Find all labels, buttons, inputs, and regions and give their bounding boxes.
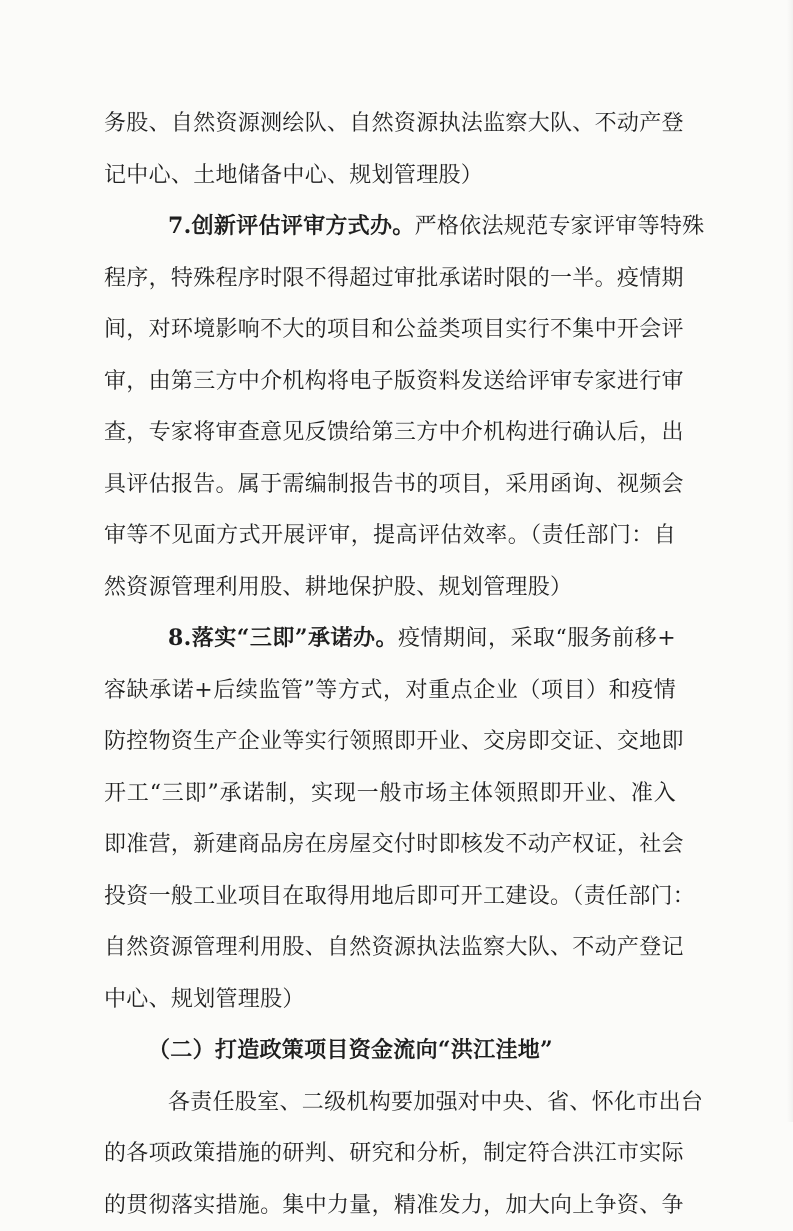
section-2-heading: （二）打造政策项目资金流向“洪江洼地” — [104, 1025, 676, 1077]
body-line: 中心、规划管理股） — [104, 974, 676, 1026]
item-7-text: 严格依法规范专家评审等特殊 — [415, 214, 705, 239]
body-line: 具评估报告。属于需编制报告书的项目，采用函询、视频会 — [104, 459, 676, 511]
scan-edge-shadow — [787, 0, 793, 1122]
document-body — [104, 98, 676, 1231]
body-line: 审等不见面方式开展评审，提高评估效率。（责任部门：自 — [104, 510, 676, 562]
body-line: 防控物资生产企业等实行领照即开业、交房即交证、交地即 — [104, 716, 676, 768]
body-line: 开工“三即”承诺制，实现一般市场主体领照即开业、准入 — [104, 768, 676, 820]
item-7-first-line — [104, 201, 676, 253]
body-line: 投资一般工业项目在取得用地后即可开工建设。（责任部门： — [104, 871, 676, 923]
body-line: 审，由第三方中介机构将电子版资料发送给评审专家进行审 — [104, 356, 676, 408]
body-line: 容缺承诺+后续监管”等方式，对重点企业（项目）和疫情 — [104, 665, 676, 717]
item-7-heading: 7.创新评估评审方式办。 — [168, 213, 415, 239]
body-line: 间，对环境影响不大的项目和公益类项目实行不集中开会评 — [104, 304, 676, 356]
body-line: 查，专家将审查意见反馈给第三方中介机构进行确认后，出 — [104, 407, 676, 459]
body-line: 务股、自然资源测绘队、自然资源执法监察大队、不动产登 — [104, 98, 676, 150]
body-line: 记中心、土地储备中心、规划管理股） — [104, 150, 676, 202]
body-line: 自然资源管理利用股、自然资源执法监察大队、不动产登记 — [104, 922, 676, 974]
body-line: 的贯彻落实措施。集中力量，精准发力，加大向上争资、争 — [104, 1180, 676, 1231]
body-line: 程序，特殊程序时限不得超过审批承诺时限的一半。疫情期 — [104, 253, 676, 305]
closing-first-line: 各责任股室、二级机构要加强对中央、省、怀化市出台 — [104, 1077, 676, 1129]
item-8-heading: 8.落实“三即”承诺办。 — [168, 625, 398, 651]
item-8-text: 疫情期间，采取“服务前移+ — [398, 626, 676, 651]
body-line: 然资源管理利用股、耕地保护股、规划管理股） — [104, 562, 676, 614]
item-8-first-line — [104, 613, 676, 665]
body-line: 即准营，新建商品房在房屋交付时即核发不动产权证，社会 — [104, 819, 676, 871]
body-line: 的各项政策措施的研判、研究和分析，制定符合洪江市实际 — [104, 1128, 676, 1180]
